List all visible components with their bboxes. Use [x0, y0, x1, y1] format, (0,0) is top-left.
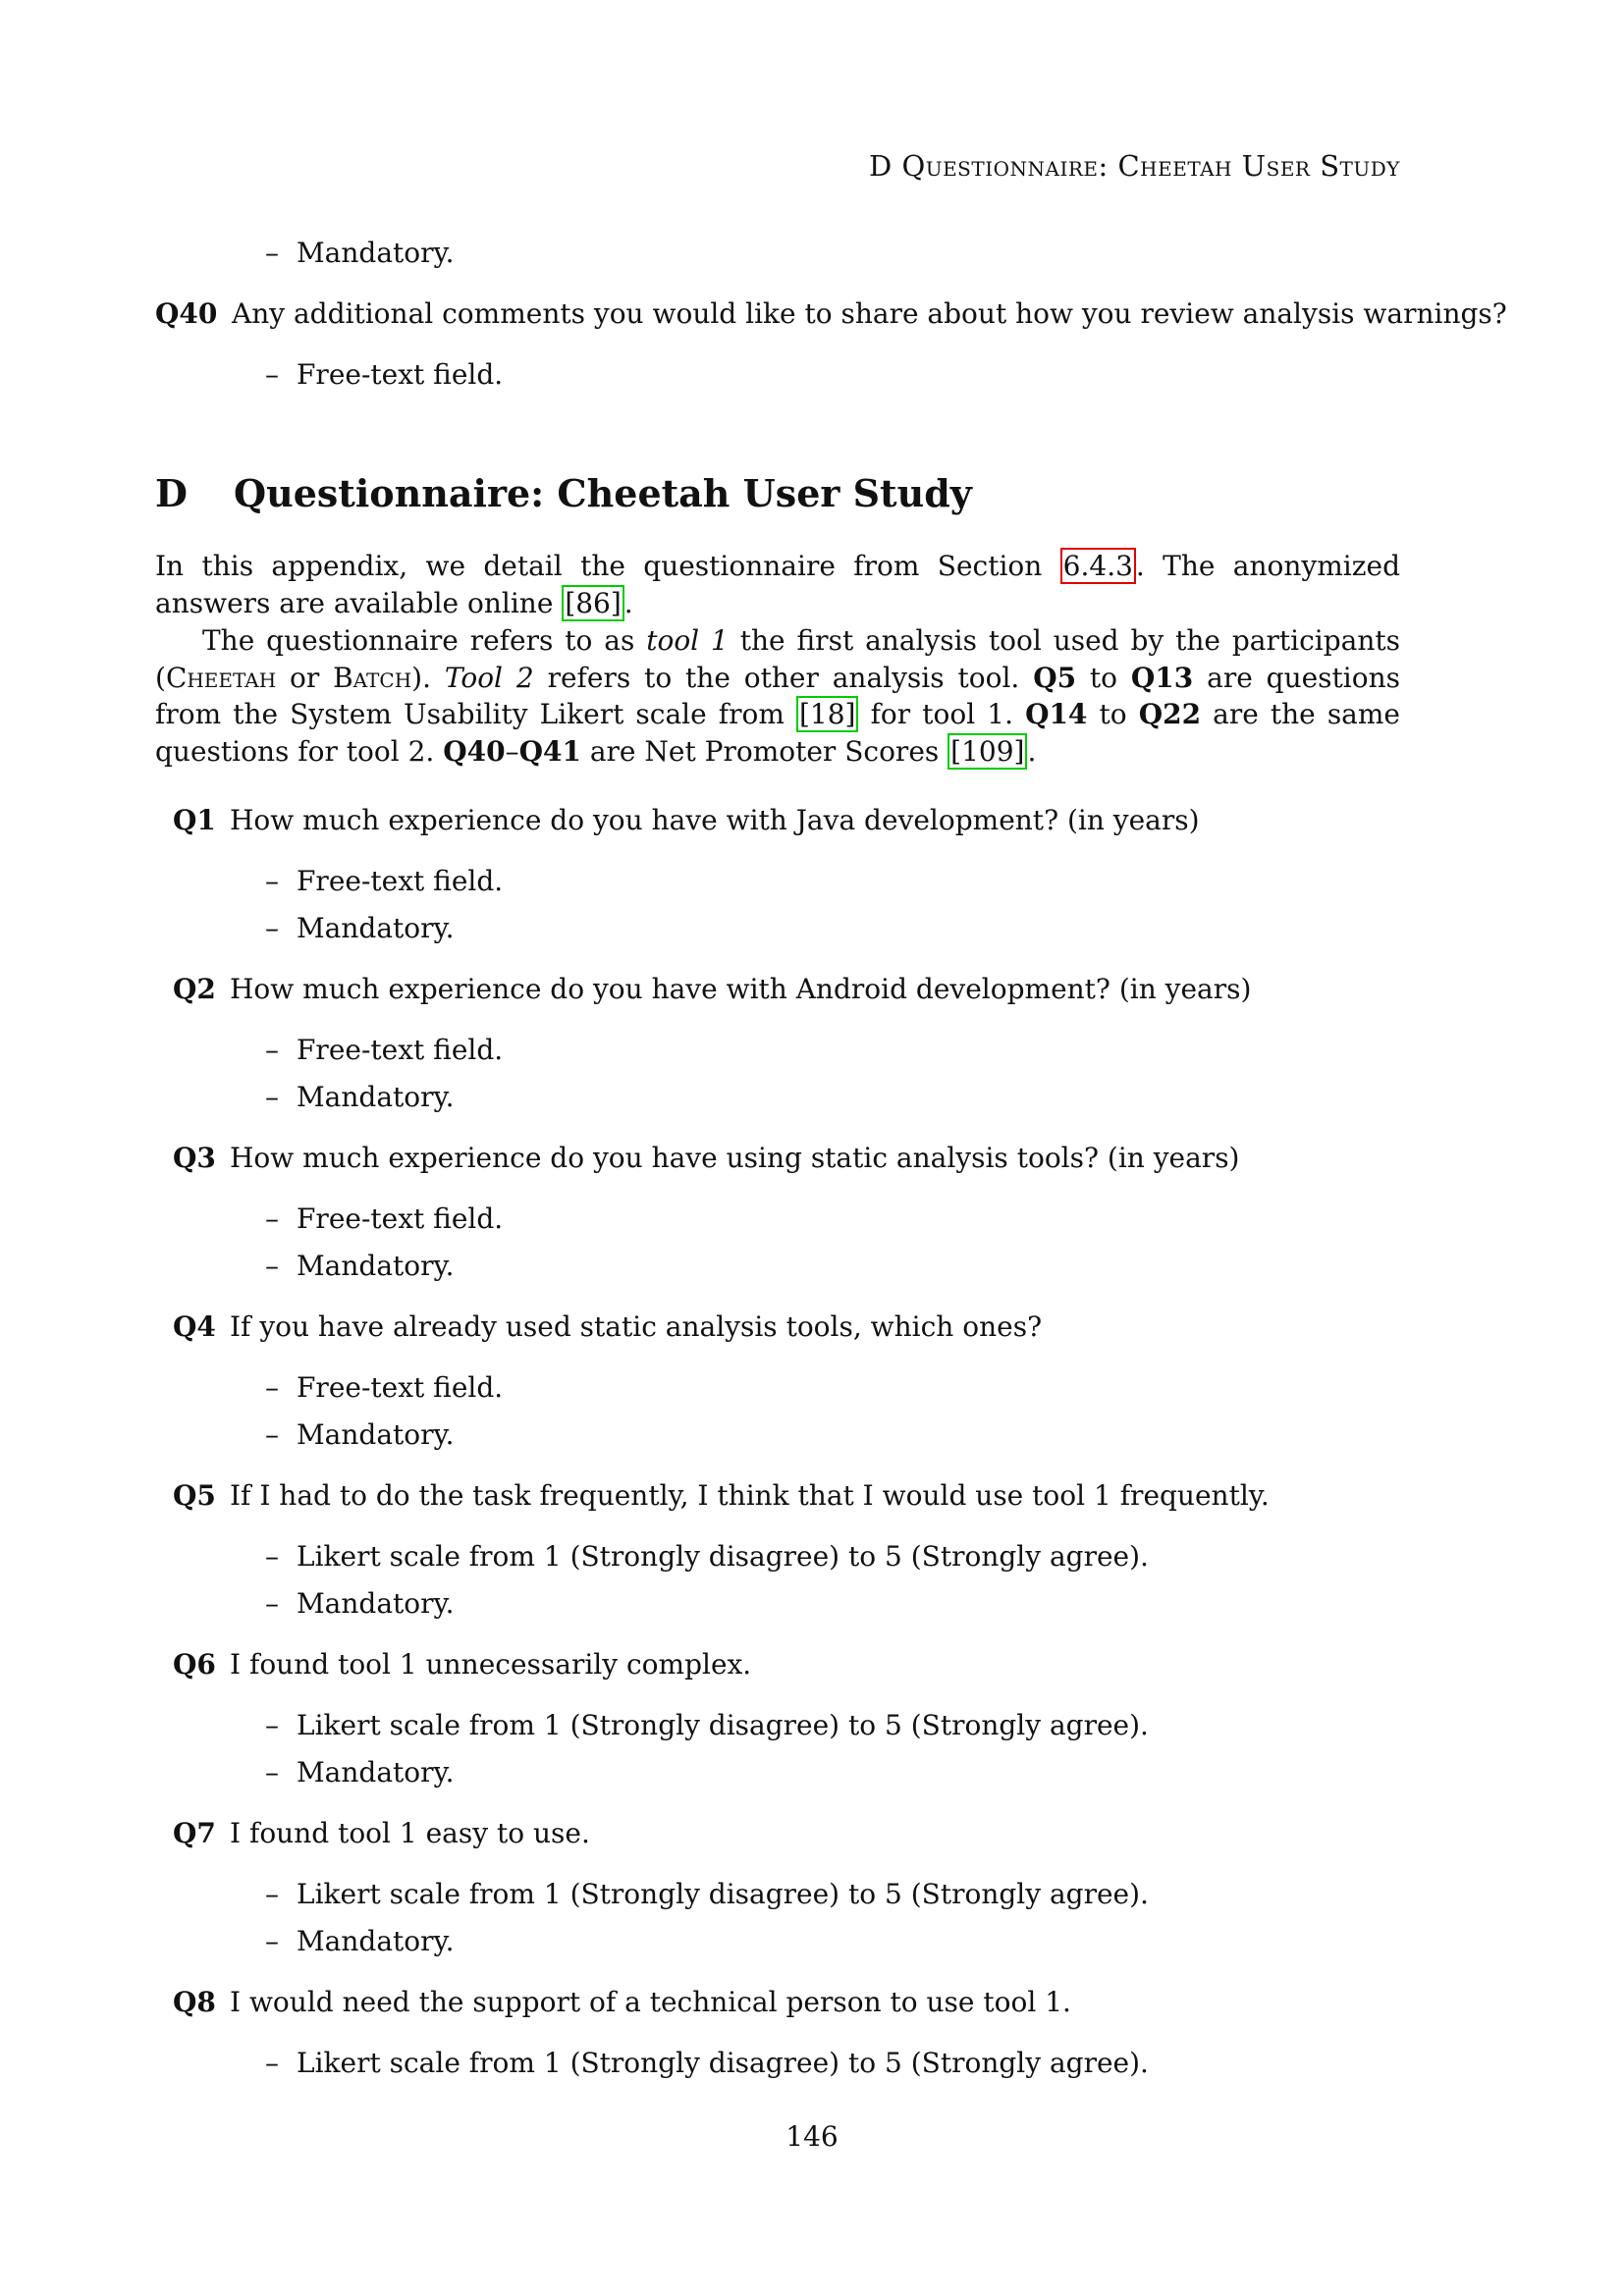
- list-item: Mandatory.: [297, 1250, 455, 1282]
- list-item: Free-text field.: [297, 865, 504, 897]
- question-q8: [173, 1985, 1071, 2020]
- question-number: Q2: [173, 973, 216, 1005]
- list-item-marker: –: [265, 1925, 279, 1957]
- list-item: Likert scale from 1 (Strongly disagree) to 5 (Strongly agree).: [297, 1878, 1149, 1910]
- citation-link[interactable]: [86]: [562, 585, 623, 621]
- question-text: How much experience do you have with Android development? (in years): [230, 973, 1252, 1005]
- list-item: Mandatory.: [297, 237, 455, 269]
- section-letter: D: [155, 471, 188, 515]
- list-item: Mandatory.: [297, 1756, 455, 1789]
- list-item-marker: –: [265, 1371, 279, 1404]
- question-text: How much experience do you have using static analysis tools? (in years): [230, 1142, 1240, 1174]
- list-item-marker: –: [265, 1418, 279, 1451]
- list-item-marker: –: [265, 1250, 279, 1282]
- list-item: Mandatory.: [297, 1925, 455, 1957]
- list-item: Likert scale from 1 (Strongly disagree) to 5 (Strongly agree).: [297, 1709, 1149, 1741]
- question-q1: [173, 803, 1200, 838]
- list-item: Mandatory.: [297, 912, 455, 944]
- citation-link[interactable]: [109]: [947, 733, 1027, 770]
- question-q40: [155, 296, 1507, 332]
- list-item-marker: –: [265, 865, 279, 897]
- question-number: Q1: [173, 804, 216, 836]
- list-item: Free-text field.: [297, 1034, 504, 1066]
- question-text: I found tool 1 easy to use.: [230, 1817, 590, 1849]
- question-number: Q4: [173, 1310, 216, 1343]
- question-q6: [173, 1647, 751, 1682]
- list-item: Mandatory.: [297, 1081, 455, 1113]
- list-item-marker: –: [265, 1081, 279, 1113]
- intro-paragraph-2: The questionnaire refers to as tool 1 the first analysis tool used by the participants (Cheetah or Batch). Tool 2 refers to the other analysis tool. Q5 to Q13 are questions from the System Usability Likert scale from [18] for tool 1. Q14 to Q22 are the same questions for tool 2. Q40–Q41 are Net Promoter Scores [109] .: [155, 624, 1401, 768]
- question-number: Q40: [155, 297, 218, 330]
- question-text: I would need the support of a technical person to use tool 1.: [230, 1986, 1071, 2018]
- list-item-marker: –: [265, 912, 279, 944]
- list-item-marker: –: [265, 1756, 279, 1789]
- list-item-marker: –: [265, 237, 279, 269]
- list-item: Mandatory.: [297, 1418, 455, 1451]
- list-item-marker: –: [265, 1709, 279, 1741]
- list-item-marker: –: [265, 1878, 279, 1910]
- running-head: D Questionnaire: Cheetah User Study: [868, 149, 1400, 183]
- question-number: Q7: [173, 1817, 216, 1849]
- question-text: If you have already used static analysis tools, which ones?: [230, 1310, 1043, 1343]
- section-link[interactable]: 6.4.3: [1060, 548, 1136, 584]
- page-number: 146: [785, 2120, 839, 2153]
- section-heading: [155, 471, 972, 515]
- question-text: If I had to do the task frequently, I think that I would use tool 1 frequently.: [230, 1479, 1270, 1512]
- list-item-marker: –: [265, 358, 279, 391]
- question-number: Q8: [173, 1986, 216, 2018]
- question-text: I found tool 1 unnecessarily complex.: [230, 1648, 752, 1681]
- list-item: Free-text field.: [297, 1371, 504, 1404]
- list-item: Mandatory.: [297, 1587, 455, 1620]
- question-q4: [173, 1309, 1042, 1345]
- citation-link[interactable]: [18]: [796, 696, 858, 732]
- list-item: Free-text field.: [297, 1202, 504, 1235]
- list-item-marker: –: [265, 1034, 279, 1066]
- question-q5: [173, 1478, 1270, 1514]
- question-q3: [173, 1141, 1239, 1176]
- question-number: Q3: [173, 1142, 216, 1174]
- list-item-marker: –: [265, 2047, 279, 2079]
- question-number: Q5: [173, 1479, 216, 1512]
- question-text: Any additional comments you would like to share about how you review analysis warnings?: [232, 297, 1507, 330]
- section-title: Questionnaire: Cheetah User Study: [234, 471, 972, 515]
- question-number: Q6: [173, 1648, 216, 1681]
- list-item-marker: –: [265, 1202, 279, 1235]
- intro-paragraph-1: In this appendix, we detail the questionnaire from Section 6.4.3 . The anonymized answers are available online [86] .: [155, 550, 1400, 619]
- list-item: Likert scale from 1 (Strongly disagree) to 5 (Strongly agree).: [297, 2047, 1149, 2079]
- list-item-marker: –: [265, 1540, 279, 1573]
- list-item: Free-text field.: [297, 358, 504, 391]
- question-text: How much experience do you have with Java development? (in years): [230, 804, 1200, 836]
- list-item: Likert scale from 1 (Strongly disagree) to 5 (Strongly agree).: [297, 1540, 1149, 1573]
- question-q2: [173, 972, 1251, 1007]
- list-item-marker: –: [265, 1587, 279, 1620]
- question-q7: [173, 1816, 590, 1851]
